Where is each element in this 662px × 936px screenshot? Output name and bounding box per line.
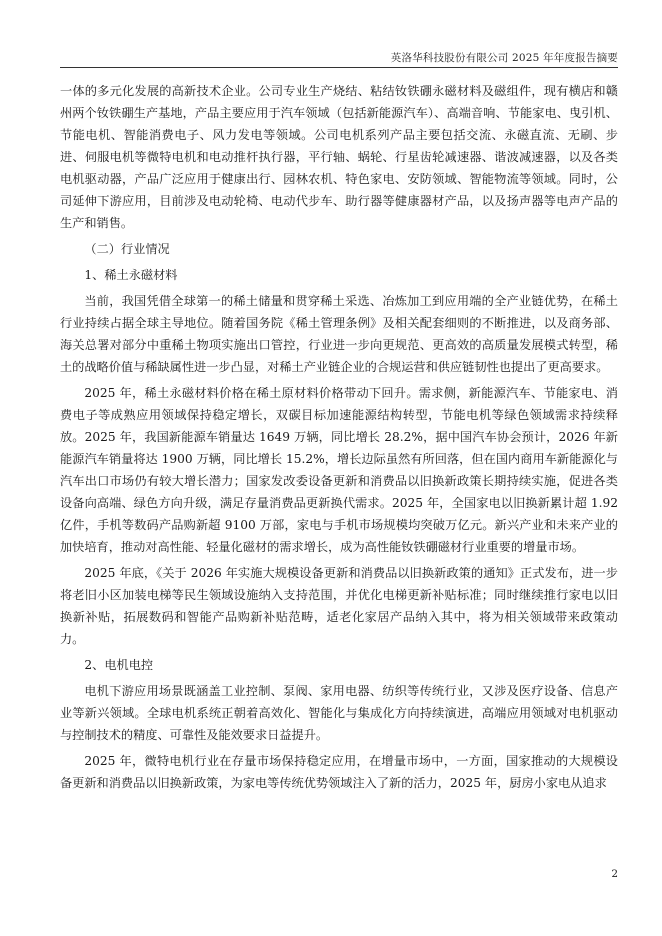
header-divider <box>60 67 618 68</box>
rare-earth-paragraph-2: 2025 年，稀土永磁材料价格在稀土原材料价格带动下回升。需求侧，新能源汽车、节能家电、消费电子等成熟应用领域保持稳定增长，双碳目标加速能源结构转型，节能电机等绿色领域需求持续释放。2025 年，我国新能源车销量达 1649 万辆，同比增长 28.2%，据中国汽车协会预计，2026 年新能源汽车销量将达 1900 万辆，同比增长 15.2%，增长边际虽然有所回落，但在国内商用车新能源化与汽车出口市场仍有较大增长潜力；国家发改委设备更新和消费品以旧换新政策长期持续实施，促进各类设备向高端、绿色方向升级，满足存量消费品更新换代需求。2025 年，全国家电以旧换新累计超 1.92 亿件，手机等数码产品购新超 9100 万部，家电与手机市场规模均突破万亿元。新兴产业和未来产业的加快培育，推动对高性能、轻量化磁材的需求增长，成为高性能钕铁硼磁材行业重要的增量市场。 <box>60 386 618 554</box>
document-body <box>60 80 618 794</box>
rare-earth-paragraph-1: 当前，我国凭借全球第一的稀土储量和贯穿稀土采选、冶炼加工到应用端的全产业链优势，在稀土行业持续占据全球主导地位。随着国务院《稀土管理条例》及相关配套细则的不断推进，以及商务部、海关总署对部分中重稀土物项实施出口管控，行业进一步向更规范、更高效的高质量发展模式转型，稀土的战略价值与稀缺属性进一步凸显，对稀土产业链企业的合规运营和供应链韧性也提出了更高要求。 <box>60 294 618 374</box>
page-number: 2 <box>611 868 618 880</box>
motor-paragraph-1: 电机下游应用场景既涵盖工业控制、泵阀、家用电器、纺织等传统行业，又涉及医疗设备、信息产业等新兴领域。全球电机系统正朝着高效化、智能化与集成化方向持续演进，高端应用领域对电机驱动与控制技术的精度、可靠性及能效要求日益提升。 <box>60 684 618 742</box>
motor-paragraph-2: 2025 年，微特电机行业在存量市场保持稳定应用，在增量市场中，一方面，国家推动的大规模设备更新和消费品以旧换新政策，为家电等传统优势领域注入了新的活力，2025 年，厨房小家电从追求 <box>60 754 618 790</box>
subsection-heading-motor: 2、电机电控 <box>84 658 154 672</box>
section-heading-industry: （二）行业情况 <box>84 242 170 256</box>
report-header-title: 英洛华科技股份有限公司 2025 年年度报告摘要 <box>390 52 618 64</box>
subsection-heading-rare-earth: 1、稀土永磁材料 <box>84 268 178 282</box>
company-overview-paragraph: 一体的多元化发展的高新技术企业。公司专业生产烧结、粘结钕铁硼永磁材料及磁组件，现有横店和赣州两个钕铁硼生产基地，产品主要应用于汽车领域（包括新能源汽车）、高端音响、节能家电、曳引机、节能电机、智能消费电子、风力发电等领域。公司电机系列产品主要包括交流、永磁直流、无刷、步进、伺服电机等微特电机和电动推杆执行器，平行轴、蜗轮、行星齿轮减速器、谐波减速器，以及各类电机驱动器，产品广泛应用于健康出行、园林农机、特色家电、安防领域、智能物流等领域。同时，公司延伸下游应用，目前涉及电动轮椅、电动代步车、助行器等健康器材产品，以及扬声器等电声产品的生产和销售。 <box>60 84 618 230</box>
rare-earth-paragraph-3: 2025 年底，《关于 2026 年实施大规模设备更新和消费品以旧换新政策的通知》正式发布，进一步将老旧小区加装电梯等民生领域设施纳入支持范围，并优化电梯更新补贴标准；同时继续推行家电以旧换新补贴，拓展数码和智能产品购新补贴范畴，适老化家居产品纳入其中，将为相关领域带来政策动力。 <box>60 566 618 646</box>
